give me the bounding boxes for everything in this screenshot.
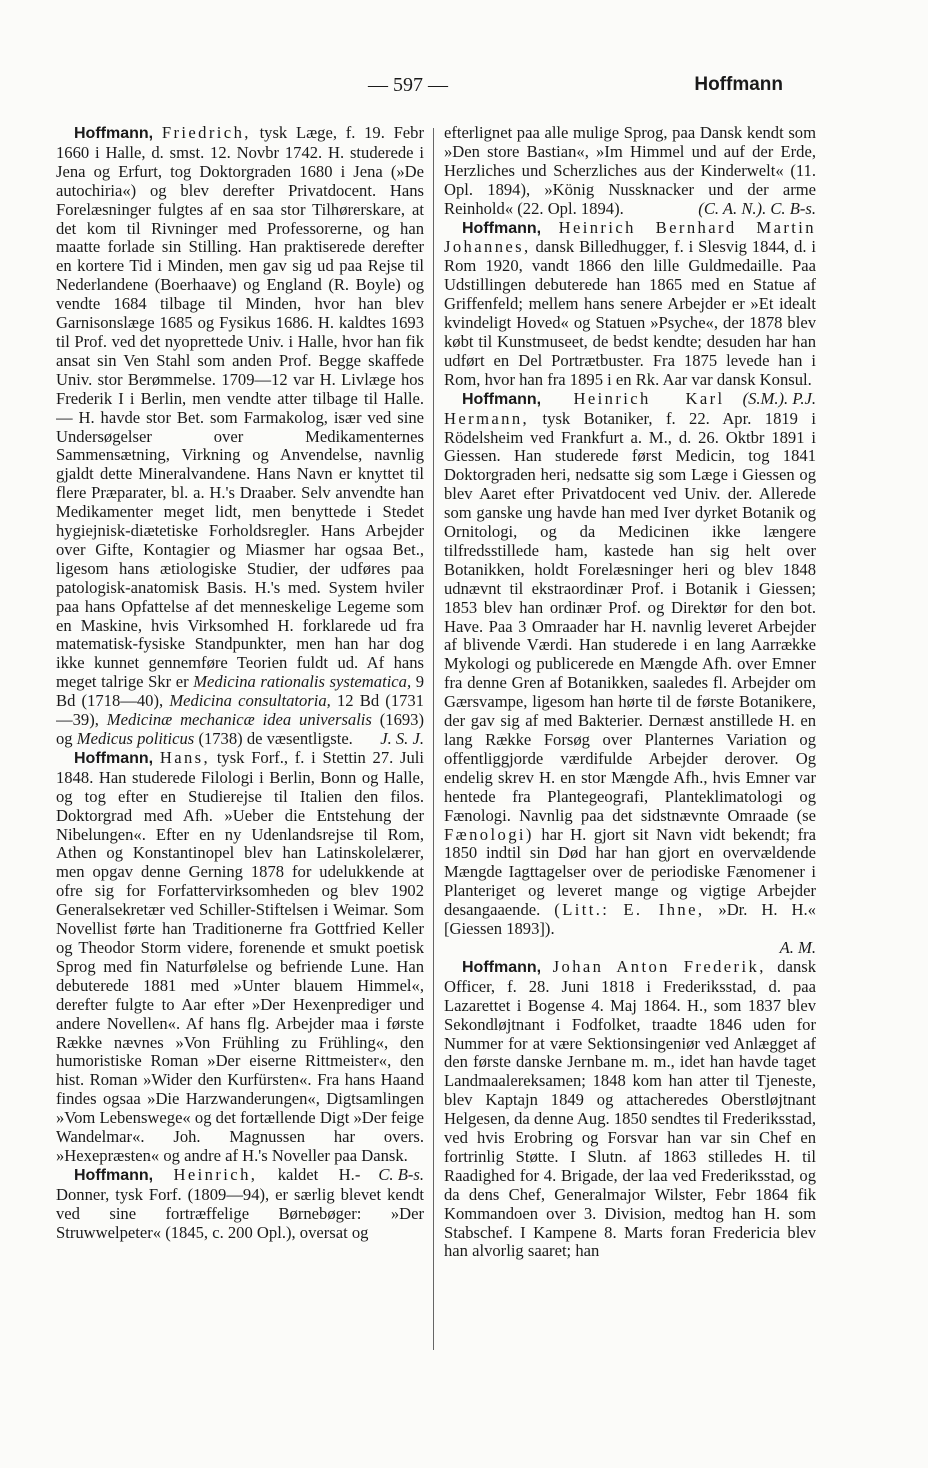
work-title: Medicina consultatoria, [169,691,331,711]
entry-headword: Hoffmann, [462,958,542,976]
cross-reference: Fænologi) [444,824,534,844]
entry-forename: Johan Anton Frederik, [552,956,766,976]
work-detail: (1738) de væsentligste. [198,729,353,748]
entry-headword: Hoffmann, [74,1166,154,1184]
page-number: — 597 — [368,74,448,96]
entry-text: har H. gjort sit Navn vidt bekendt; fra 1850 indtil sin Død har han gjort en overvældende Mængde Iagttagelser over de periodiske Fænomener i Planteriget og leveret mange og vigtige Arbejder desangaaende. [444,824,816,920]
entry-signature: C. B-s. [378,1164,424,1184]
entry-forename: Heinrich Karl Hermann, [444,388,725,428]
entry-text: dansk Officer, f. 28. Juni 1818 i Frederiksstad, d. paa Lazarettet i Bogense 4. Maj 1864. H., som 1837 blev Sekondløjtnant i Fodfolket, traadte 1846 uden for Nummer for at være Sektionsingeniør ved Anlægget af den første danske Jernbane m. m., idet han havde taget Landmaalereksamen; 1848 kom han atter til Tjeneste, blev Kaptajn 1849 og attacheredes Oberstløjtnant Helgesen, da denne Aug. 1850 sendtes til Frederiksstad, ved hvis Erobring og Forsvar han var sin Chef en fortrinlig Støtte. I Slutn. af 1863 stilledes H. til Raadighed for 4. Brigade, der laa ved Frederiksstad, og da dens Chef, Generalmajor Wilster, Febr 1864 fik Kommandoen over 3. Division, medtog han H. som Stabschef. I Kampene 8. Marts foran Fredericia blev han alvorlig saaret; han [444,956,816,1261]
entry-text: tysk Botaniker, f. 22. Apr. 1819 i Rödelsheim ved Frankfurt a. M., d. 26. Oktbr 1891 i Giessen. Han studerede først Medicin, tog 1841 Doktorgraden heri, nedsatte sig som Læge i Giessen og blev Aaret efter Privatdocent ved Univ. der. Allerede som ganske ung havde han med Iver dyrket Botanik og Ornitologi, og da Medicinen ikke længere tilfredsstillede ham, kastede han sig helt over Botanikken, holdt Forelæsninger heri og blev 1848 udnævnt til ekstraordinær Prof. i Botanik i Giessen; 1853 blev han ordinær Prof. og Direktør for den bot. Have. Paa 3 Omraader har H. navnlig leveret Arbejder af blivende Værdi. Han studerede i en lang Aarrække Mykologi og publicerede en Mængde Afh. over Emner fra denne Gren af Botanikken, saaledes fl. Arbejder om Gærsvampe, ligesom han hørte til de første Botanikere, der gav sig af med Bakterier. Dernæst anstillede H. en lang Række Forsøg over Planternes Variation og offentliggjorde værdifulde Arbejder derover. Og endelig skrev H. en stor Mængde Afh., hvis Emner var hentede fra Plantegeografi, Planteklimatologi og Fænologi. Navnlig paa det sidstnævnte Omraade (se [444,408,816,825]
entry-signature: (C. A. N.). C. B-s. [698,198,816,218]
work-title: Medicina rationalis systematica, [193,672,412,692]
entry-forename: Hans, [159,747,211,767]
running-head: Hoffmann [694,74,783,95]
entry-text: efterlignet paa alle mulige Sprog, paa Dansk kendt som »Den store Bastian«, »Im Himmel und auf der Erde, Herzliches und Scherzliches aus der Kinderwelt« (11. Opl. 1894), »König Nussknacker und der arme Reinhold« (22. Opl. 1894). [444,124,816,218]
entry-friedrich [56,124,424,749]
entry-signature: A. M. [779,937,816,957]
page-header [0,70,928,110]
right-column [444,124,816,1414]
work-title: Medicinæ mechanicæ idea universalis [106,710,372,730]
entry-text: kaldet H.-Donner, tysk Forf. (1809—94), er særlig blevet kendt ved sine fortræffelige Børnebøger: »Der Struwwelpeter« (1845, c. 200 Opl.), oversat og [56,1164,424,1242]
entry-headword: Hoffmann, [462,219,542,237]
literature-label: (Litt.: [554,900,610,920]
entry-text: tysk Forf., f. i Stettin 27. Juli 1848. Han studerede Filologi i Berlin, Bonn og Halle, og tog efter en Studierejse til Italien den filos. Doktorgrad med Afh. »Ueber die Entstehung der Nibelungen«. Efter en ny Udenlandsrejse til Rom, Athen og Konstantinopel blev han Latinskolelærer, men opgav denne Gerning 1878 for udelukkende at ofre sig for Forfattervirksomheden og blev 1902 Generalsekretær ved Schiller-Stiftelsen i Weimar. Som Novellist førte han Traditionerne fra Gottfried Keller og Theodor Storm videre, forenende et smukt poetisk Sprog med fin Naturfølelse og befriende Lune. Han debuterede 1881 med »Unter blauem Himmel«, derefter fulgte to Aar efter »Der Hexenprediger und andere Novellen«. Af hans flg. Arbejder maa i første Række nævnes »Von Frühling zu Frühling«, den humoristiske Roman »Der eiserne Rittmeister«, den hist. Roman »Wider den Kurfürsten«. Fra hans Haand findes ogsaa »Die Harzwanderungen«, Digtsamlingen »Vom Lebenswege« og det fortællende Digt »Der feige Wandelmar«. Joh. Magnussen har overs. »Hexepræsten« og andre af H.'s Noveller paa Dansk. [56,747,424,1165]
work-title: Medicus politicus [76,729,195,748]
entry-heinrich-continued [444,124,816,219]
entry-text: dansk Billedhugger, f. i Slesvig 1844, d. i Rom 1920, vandt 1866 den lille Guldmedaille. Paa Udstillingen debuterede han 1865 med en Statue af Griffenfeld; mellem hans senere Arbejder er »Et idealt kvindeligt Hoved« og Statuen »Psyche«, der 1878 blev købt til Kunstmuseet, de bedst kendte; desuden har han udført en Del Portrætbuster. Fra 1875 levede han i Rom, hvor han fra 1895 i en Rk. Aar var dansk Konsul. [444,237,816,389]
entry-forename: Heinrich, [173,1164,258,1184]
entry-signature: (S.M.). P.J. [742,388,816,408]
entry-signature: J. S. J. [380,729,424,748]
work-detail: 9 Bd (1718—40), [56,672,424,711]
literature-text: »Dr. H. H.« [Giessen 1893]). [444,900,816,939]
literature-author: E. Ihne, [623,900,705,920]
entry-headword: Hoffmann, [462,390,542,408]
work-detail: (1693) og [56,710,424,748]
entry-johan [444,958,816,1262]
left-column [56,124,424,1414]
work-detail: 12 Bd (1731—39), [56,691,424,730]
column-divider [433,128,434,1350]
entry-heinrich-karl [444,390,816,958]
entry-forename: Friedrich, [161,124,251,142]
entry-headword: Hoffmann, [74,125,154,142]
entry-headword: Hoffmann, [74,749,154,767]
entry-forename: Heinrich Bernhard Martin Johannes, [444,217,816,257]
entry-text: tysk Læge, f. 19. Febr 1660 i Halle, d. smst. 12. Novbr 1742. H. studerede i Jena og Erfurt, tog Doktorgraden 1680 i Jena (»De autochiria«) og blev derefter Privatdocent. Hans Forelæsninger fulgtes af en saa stor Tilhørerskare, at det kom til Rivninger med Professorerne, og han maatte forlade sin Stilling. Han praktiserede derefter en kortere Tid i Minden, men gav sig ud paa Rejse til Nederlandene (Boerhaave) og England (R. Boyle) og vendte 1684 tilbage til Minden, hvor han blev Garnisonslæge 1685 og Fysikus 1686. H. kaldtes 1693 til Prof. ved det nyoprettede Univ. i Halle, hvor han fik ansat sin Ven Stahl som anden Prof. Begge skaffede Univ. stor Berømmelse. 1709—12 var H. Livlæge hos Frederik I i Berlin, men vendte atter tilbage til Halle. — H. havde stor Bet. som Farmakolog, især ved sine Undersøgelser over Medikamenternes Sammensætning, Virkning og Anvendelse, navnlig gjaldt dette Mineralvandene. Hans Navn er knyttet til flere Præparater, bl. a. H.'s Draaber. Selv anvendte han Medikamenter meget lidt, men benyttede i Stedet hygiejnisk-diætetiske Forholdsregler. Hans Arbejder over Gifte, Kontagier og Miasmer har ogsaa Bet., ligesom hans ætiologiske Studier, der udføres paa patologisk-anatomisk Basis. H.'s med. System hviler paa hans Opfattelse af det menneskelige Legeme som en Maskine, hvis Virksomhed H. forklarede ud fra matematisk-fysiske Standpunkter, men han har dog ikke kunnet gennemføre Teorien fuldt ud. Af hans meget talrige Skr er [56,124,424,692]
